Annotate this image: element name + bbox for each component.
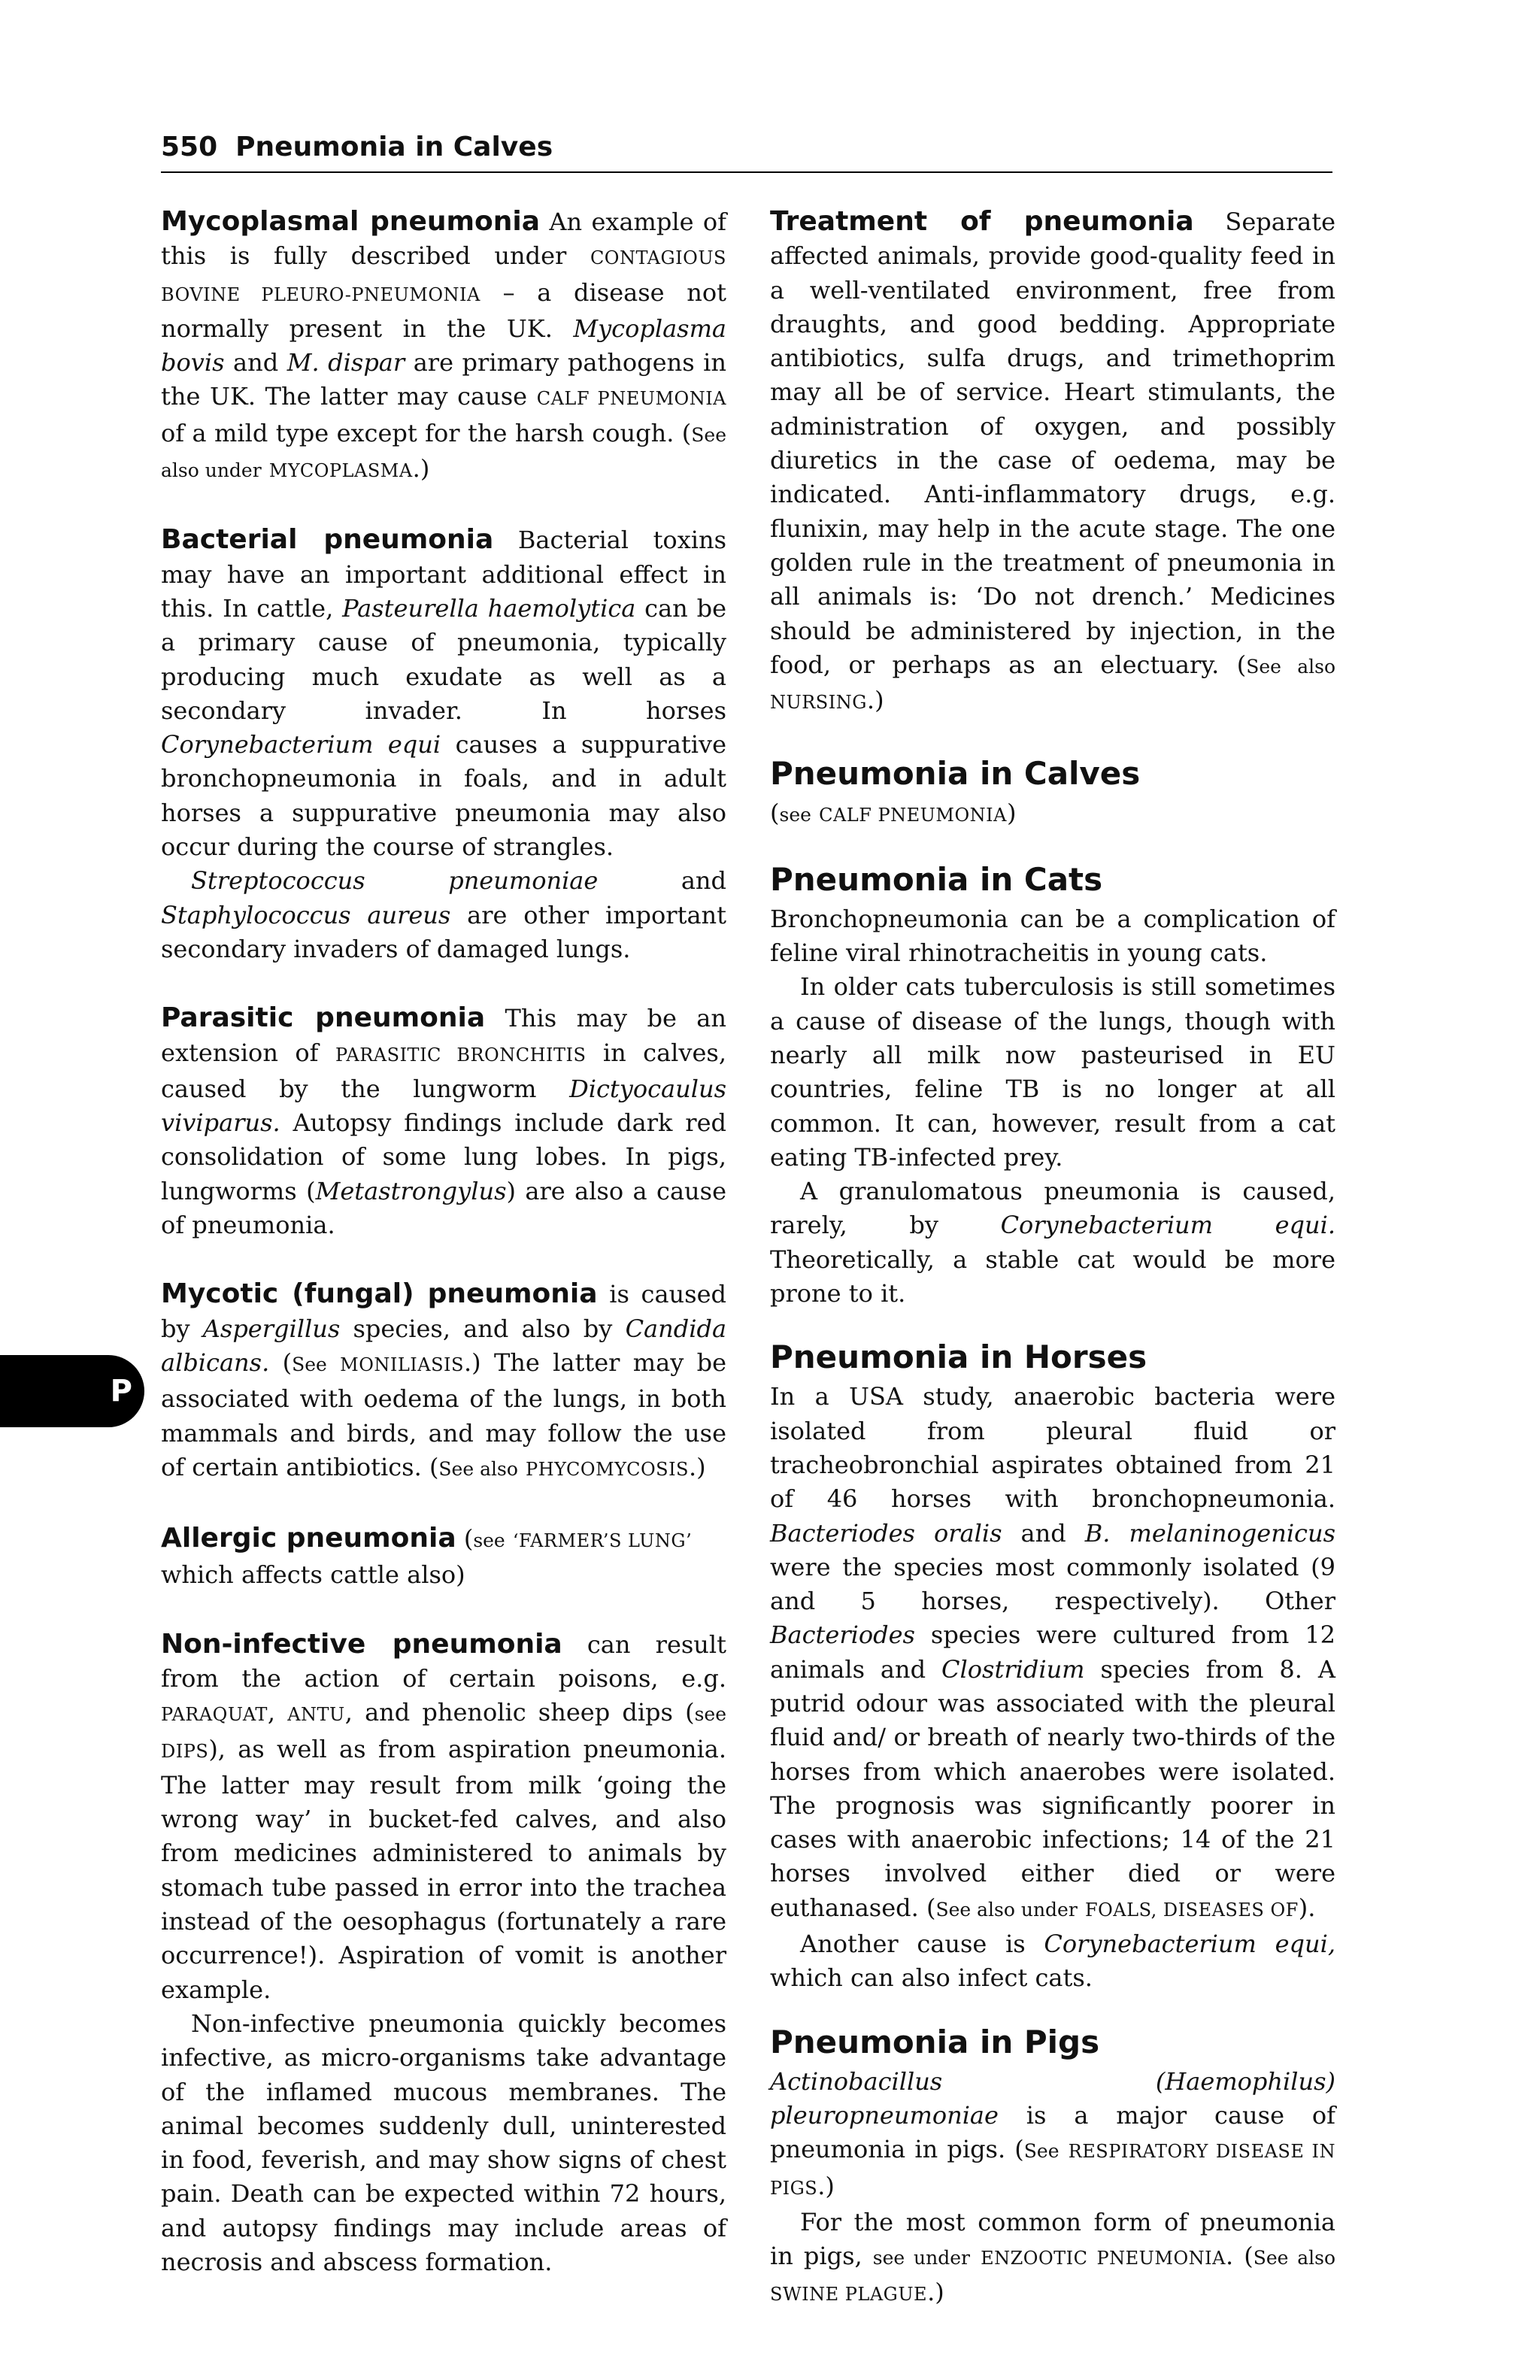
body-text: are other important secondary invaders of damaged lungs. <box>161 900 727 963</box>
cats-paragraph-3 <box>770 1175 1335 1311</box>
calves-cross-reference <box>770 796 1335 832</box>
see-also-label: See also under <box>161 423 726 482</box>
see-label: see <box>779 804 811 826</box>
body-text: Another cause is <box>800 1930 1044 1959</box>
body-text: This may be an extension of <box>161 1004 726 1067</box>
page-number: 550 <box>161 132 218 162</box>
species-name: Pasteurella haemolytica <box>342 593 636 623</box>
cross-reference: PHYCOMYCOSIS <box>526 1458 689 1480</box>
body-text: Separate affected animals, provide good-quality feed in a well-ventilated environment, free from draughts, and good bedding. Appropriate antibiotics, sulfa drugs, and trimethoprim may all be of service. Heart stimulants, the administration of oxygen, and possibly diuretics in the case of oedema, may be indicated. Anti-inflammatory drugs, e.g. flunixin, may help in the acute stage. The one golden rule in the treatment of pneumonia in all animals is: ‘Do not drench.’ Medicines should be administered by injection, in the food, or perhaps as an electuary. ( <box>770 208 1335 679</box>
horses-paragraph-1 <box>770 1380 1335 1927</box>
species-name: Bacteriodes <box>770 1621 915 1650</box>
body-text: species from 8. A putrid odour was associated with the pleural fluid and/ or breath of nearly two-thirds of the horses from which anaerobes were isolated. The prognosis was significantly poorer in cases with anaerobic infections; 14 of the 21 horses involved either died or were euthanased. ( <box>770 1654 1336 1922</box>
body-text: and <box>224 348 287 377</box>
body-text: .) <box>866 686 884 715</box>
body-text: which affects cattle also) <box>161 1560 465 1590</box>
run-in-heading: Allergic pneumonia <box>161 1523 456 1554</box>
cats-paragraph-2: In older cats tuberculosis is still sometimes a cause of disease of the lungs, though with nearly all milk now pasteurised in EU countries, feline TB is no longer at all common. It can, however, result from a cat eating TB-infected prey. <box>770 972 1335 1172</box>
right-column <box>770 205 1335 2312</box>
body-text: ( <box>463 1524 474 1554</box>
body-text: and <box>598 866 726 896</box>
thumb-index-tab: P <box>0 1355 144 1427</box>
entry-heading-calves: Pneumonia in Calves <box>770 755 1141 793</box>
body-text: ) are also a cause of pneumonia. <box>161 1176 727 1240</box>
body-text: – a disease not normally present in the UK. <box>161 277 726 343</box>
run-in-heading: Mycotic (fungal) pneumonia <box>161 1278 598 1310</box>
mycoplasmal-pneumonia-entry <box>161 205 726 488</box>
species-name: Corynebacterium equi <box>161 730 441 759</box>
species-name: Streptococcus pneumoniae <box>191 866 599 896</box>
see-label: see <box>473 1530 505 1552</box>
running-title: Pneumonia in Calves <box>235 132 553 162</box>
cross-reference: NURSING <box>770 692 867 714</box>
see-also-label: See also under <box>935 1898 1078 1921</box>
cross-reference: PARASITIC BRONCHITIS <box>335 1044 587 1066</box>
cats-paragraph-1: Bronchopneumonia can be a complication of feline viral rhinotracheitis in young cats. <box>770 904 1335 968</box>
run-in-heading: Treatment of pneumonia <box>770 206 1194 237</box>
cross-reference: ANTU <box>287 1704 345 1726</box>
cross-reference: MYCOPLASMA <box>268 460 413 482</box>
cross-reference: RESPIRATORY DISEASE IN PIGS <box>770 2141 1336 2199</box>
body-text: is a major cause of pneumonia in pigs. ( <box>770 2100 1335 2164</box>
cross-reference: CALF PNEUMONIA <box>536 388 727 410</box>
species-name: Bacteriodes oralis <box>770 1518 1002 1548</box>
body-text: are primary pathogens in the UK. The latter may cause <box>161 348 727 411</box>
body-text: .) <box>688 1452 706 1481</box>
cross-reference: DIPS <box>161 1740 209 1762</box>
non-infective-pneumonia-paragraph-2: Non-infective pneumonia quickly becomes infective, as micro-organisms take advantage of the inflamed mucous membranes. The animal becomes suddenly dull, uninterested in food, feverish, and may show signs of chest pain. Death can be expected within 72 hours, and autopsy findings may include areas of necrosis and abscess formation. <box>161 2009 726 2277</box>
species-name: Clostridium <box>941 1654 1085 1684</box>
horses-paragraph-2 <box>770 1927 1335 1996</box>
entry-heading-cats: Pneumonia in Cats <box>770 860 1103 898</box>
running-header <box>161 123 1332 173</box>
species-name: Actinobacillus (Haemophilus) pleuropneumoniae <box>770 2066 1335 2130</box>
species-name: B. melaninogenicus <box>1084 1518 1335 1548</box>
body-text: An example of this is fully described under <box>161 208 726 271</box>
run-in-heading: Parasitic pneumonia <box>161 1002 486 1034</box>
entry-heading-horses: Pneumonia in Horses <box>770 1339 1147 1376</box>
body-text: , <box>267 1698 288 1727</box>
body-text: .) <box>817 2171 835 2200</box>
species-name: Metastrongylus <box>315 1176 507 1205</box>
see-also-label: See also <box>1253 2247 1336 2269</box>
non-infective-pneumonia-entry <box>161 1627 726 2007</box>
body-text: .) <box>412 454 430 484</box>
body-text: is caused by <box>161 1280 727 1343</box>
body-text: which can also infect cats. <box>770 1963 1093 1993</box>
body-text: species were cultured from 12 animals and <box>770 1621 1335 1684</box>
cross-reference: ENZOOTIC PNEUMONIA <box>981 2248 1226 2269</box>
treatment-of-pneumonia-entry <box>770 205 1335 720</box>
body-text: Theoretically, a stable cat would be more prone to it. <box>770 1245 1335 1308</box>
cross-reference: ‘FARMER’S LUNG’ <box>512 1530 693 1552</box>
body-text: For the most common form of pneumonia in pigs, <box>770 2207 1335 2271</box>
species-name: M. dispar <box>286 348 405 377</box>
see-label: see under <box>872 2247 970 2269</box>
cross-reference: PARAQUAT <box>161 1704 268 1726</box>
left-column <box>161 205 726 2279</box>
bacterial-pneumonia-entry <box>161 523 726 864</box>
bacterial-pneumonia-paragraph-2 <box>161 864 726 966</box>
body-text: , and phenolic sheep dips ( <box>344 1698 695 1727</box>
body-text: .) <box>927 2278 944 2307</box>
species-name: Mycoplasma bovis <box>161 314 726 377</box>
body-text: species, and also by <box>340 1314 626 1343</box>
run-in-heading: Bacterial pneumonia <box>161 524 494 556</box>
mycotic-pneumonia-entry <box>161 1277 726 1487</box>
body-text: can be a primary cause of pneumonia, typically producing much exudate as well as a secondary invader. In horses <box>161 593 727 725</box>
allergic-pneumonia-entry <box>161 1521 726 1593</box>
body-text: Autopsy findings include dark red consolidation of some lung lobes. In pigs, lungworms ( <box>161 1108 726 1205</box>
body-text: ( <box>770 799 780 828</box>
cross-reference: MONILIASIS <box>340 1354 464 1375</box>
species-name: Corynebacterium equi, <box>1044 1930 1335 1959</box>
pigs-paragraph-1 <box>770 2065 1335 2206</box>
species-name: Aspergillus <box>202 1314 341 1343</box>
cross-reference: CONTAGIOUS BOVINE PLEURO-PNEUMONIA <box>161 247 726 305</box>
body-text: ) <box>1006 799 1017 828</box>
body-text: ( <box>269 1348 293 1377</box>
cross-reference: SWINE PLAGUE <box>770 2284 928 2306</box>
see-label: See <box>1023 2140 1060 2163</box>
parasitic-pneumonia-entry <box>161 1001 726 1242</box>
body-text: of a mild type except for the harsh cough. ( <box>161 418 692 447</box>
body-text: ). <box>1298 1893 1316 1922</box>
see-label: see <box>694 1703 727 1726</box>
cross-reference: CALF PNEUMONIA <box>819 805 1007 826</box>
entry-heading-pigs: Pneumonia in Pigs <box>770 2023 1100 2060</box>
species-name: Dictyocaulus viviparus. <box>161 1074 726 1138</box>
see-also-label: See also <box>1246 655 1336 678</box>
body-text: . ( <box>1225 2242 1254 2271</box>
species-name: Corynebacterium equi. <box>1000 1211 1336 1240</box>
cross-reference: FOALS, DISEASES OF <box>1084 1899 1299 1921</box>
body-text: ), as well as from aspiration pneumonia. The latter may result from milk ‘going the wrong way’ in bucket-fed calves, and also from medicines administered to animals by stomach tube passed in error into the trachea instead of the oesophagus (fortunately a rare occurrence!). Aspiration of vomit is another example. <box>161 1734 726 2004</box>
body-text: in calves, caused by the lungworm <box>161 1038 727 1103</box>
species-name: Candida albicans. <box>161 1314 727 1377</box>
body-text: .) The latter may be associated with oedema of the lungs, in both mammals and birds, and may follow the use of certain antibiotics. ( <box>161 1348 727 1481</box>
body-text: causes a suppurative bronchopneumonia in foals, and in adult horses a suppurative pneumonia may also occur during the course of strangles. <box>161 730 727 862</box>
see-also-label: See also <box>438 1457 518 1480</box>
body-text: A granulomatous pneumonia is caused, rarely, by <box>770 1177 1335 1240</box>
run-in-heading: Non-infective pneumonia <box>161 1628 562 1660</box>
body-text: can result from the action of certain poisons, e.g. <box>161 1630 726 1693</box>
species-name: Staphylococcus aureus <box>161 900 451 929</box>
see-label: See <box>292 1353 327 1375</box>
body-text: were the species most commonly isolated (9 and 5 horses, respectively). Other <box>770 1552 1335 1616</box>
pigs-paragraph-2 <box>770 2206 1335 2312</box>
body-text: and <box>1002 1518 1085 1548</box>
body-text: Bacterial toxins may have an important additional effect in this. In cattle, <box>161 526 727 623</box>
body-text: In a USA study, anaerobic bacteria were isolated from pleural fluid or tracheobronchial aspirates obtained from 21 of 46 horses with bronchopneumonia. <box>770 1382 1335 1514</box>
run-in-heading: Mycoplasmal pneumonia <box>161 206 541 237</box>
